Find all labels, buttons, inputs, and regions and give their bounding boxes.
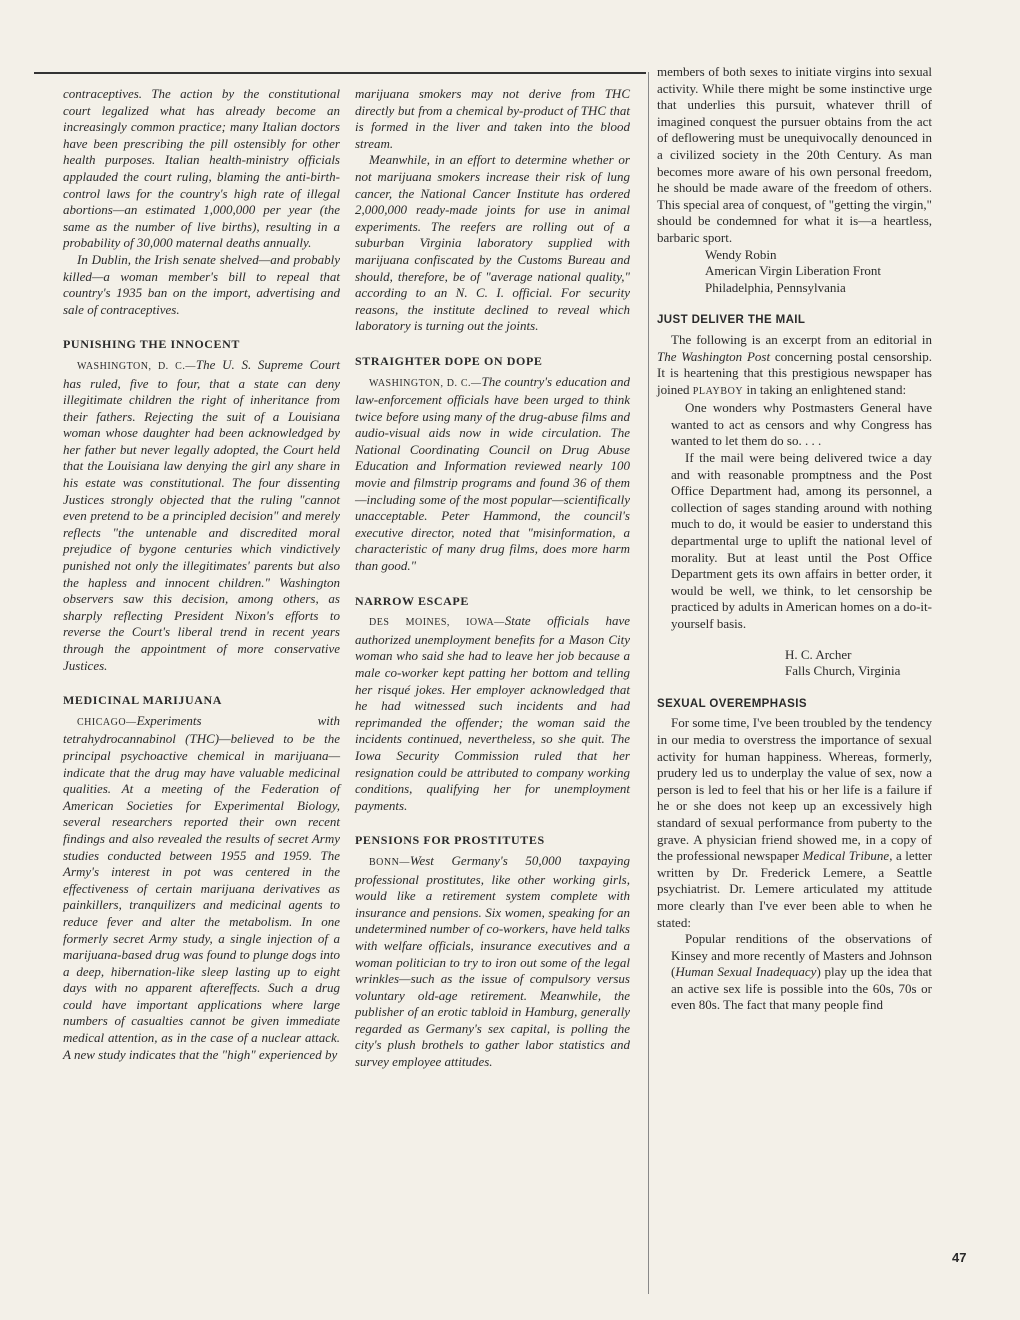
section-heading-punishing: PUNISHING THE INNOCENT <box>63 337 241 352</box>
column-left <box>63 86 340 1063</box>
signature-place: Falls Church, Virginia <box>785 663 901 679</box>
column-right <box>657 64 932 1014</box>
quoted-paragraph: One wonders why Postmasters General have wanted to act as censors and why Congress has wanted to let them do so. . . . <box>671 400 932 449</box>
section-heading-straighter: STRAIGHTER DOPE ON DOPE <box>355 353 543 368</box>
letter-signature <box>785 647 932 680</box>
section-heading-mail: JUST DELIVER THE MAIL <box>657 314 806 327</box>
letter-paragraph: For some time, I've been troubled by the tendency in our media to overstress the importance of sexual activity for human happiness. Whereas, formerly, prudery led us to underplay the value of sex, now a person is led to feel that his or her life is a failure if he or she does not keep up an excessively high standard of sexual performance from puberty to the grave. A physician friend showed me, in a copy of the professional newspaper Medical Tribune, a letter written by Dr. Frederick Lemere, a Seattle psychiatrist. Dr. Lemere articulated my attitude more clearly than I've ever been able to when he stated: <box>657 715 933 930</box>
dateline: CHICAGO— <box>77 716 137 728</box>
article-paragraph: contraceptives. The action by the constitutional court legalized what has already become an increasingly common practice; many Italian doctors have been prescribing the pill ostensibly for other health purposes. Italian health-ministry officials applauded the court ruling, blaming the anti-birth-control laws for the country's high rate of illegal abortions—an estimated 1,000,000 per year (the same as the number of live births), resulting in a probability of 30,000 maternal deaths annually. <box>63 86 340 251</box>
article-paragraph: marijuana smokers may not derive from THC directly but from a chemical by-product of THC that is formed in the liver and taken into the blood stream. <box>355 86 630 151</box>
article-paragraph: In Dublin, the Irish senate shelved—and probably killed—a woman member's bill to repeal that country's 1935 ban on the import, advertising and sale of contraceptives. <box>63 251 340 317</box>
dateline: BONN— <box>369 856 410 868</box>
quoted-paragraph: Popular renditions of the observations of Kinsey and more recently of Masters and Johnson (Human Sexual Inadequacy) play up the idea that an active sex life is possible into the 60s, 70s or even 80s. The fact that many people find <box>671 931 932 1013</box>
article-paragraph: CHICAGO—Experiments with tetrahydrocannabinol (THC)—believed to be the principal psychoactive chemical in marijuana—indicate that the drug may have valuable medicinal qualities. At a meeting of the Federation of American Societies for Experimental Biology, several researchers reported their own recent findings and also revealed the results of secret Army studies conducted between 1955 and 1959. The Army's interest in pot was centered in the effectiveness of certain marijuana derivatives as painkillers, tranquilizers and medicinal agents to reduce fever and alter the metabolism. In one formerly secret Army study, a single injection of a marijuana-based drug was found to plunge dogs into a deep, hibernation-like sleep lasting up to eight days with no apparent aftereffects. Such a drug could have important applications where large numbers of casualties cannot be given immediate medical attention, as in the case of a nuclear attack. A new study indicates that the "high" experienced by <box>63 712 340 1062</box>
quoted-paragraph: If the mail were being delivered twice a day and with reasonable promptness and the Post Office Department had, among its personnel, a collection of sages standing around with nothing much to do, it would be easier to understand this departmental urge to uplift the national level of morality. But at least until the Post Office Department gets its own affairs in better order, it would be well, we think, to let censorship be practiced by adults in American homes on a do-it-yourself basis. <box>671 450 932 631</box>
section-heading-overemphasis: SEXUAL OVEREMPHASIS <box>657 697 807 710</box>
section-heading-pensions: PENSIONS FOR PROSTITUTES <box>355 833 545 848</box>
letter-paragraph: The following is an excerpt from an editorial in The Washington Post concerning postal censorship. It is heartening that this prestigious newspaper has joined PLAYBOY in taking an enlightened stand: <box>657 331 933 397</box>
article-paragraph: WASHINGTON, D. C.—The U. S. Supreme Court has ruled, five to four, that a state can deny illegitimate children the right of inheritance from their fathers. Rejecting the suit of a Louisiana woman whose daughter had been acknowledged by her father but never legally adopted, the Court held that the Louisiana law denying the girl any share in his estate was constitutional. The four dissenting Justices strongly objected that the ruling "cannot even pretend to be a principled decision" and merely reflects "the untenable and discredited moral prejudice of bygone centuries which vindictively punished not only the illegitimates' parents but also the hapless and innocent children." Washington observers saw this decision, among others, as sharply reflecting President Nixon's efforts to reverse the Court's liberal trend in recent years through the appointment of more conservative Justices. <box>63 356 340 673</box>
column-divider <box>648 72 649 1294</box>
article-paragraph: WASHINGTON, D. C.—The country's education and law-enforcement officials have been urged to think twice before using many of the drug-abuse films and audio-visual aids now in wide circulation. The National Coordinating Council on Drug Abuse Education and Information reviewed nearly 100 movie and filmstrip programs and found 36 of them—including some of the most popular—scientifically unacceptable. Peter Hammond, the council's executive director, noted that "misinformation, a characteristic of many drug films, does more harm than good." <box>355 373 630 574</box>
letter-signature <box>705 247 932 297</box>
signature-place: Philadelphia, Pennsylvania <box>705 279 846 295</box>
letter-paragraph: members of both sexes to initiate virgins into sexual activity. While there might be some instinctive urge that underlies this pursuit, whatever thrill of imagined conquest the pursuer obtains from the act of deflowering must be unequivocally denounced in a civilized society in the 20th Century. As man becomes more aware of his own personal freedom, he should be made aware of the freedom of others. This special area of conquest, of "getting the virgin," should be condemned for what it is—a heartless, barbaric sport. <box>657 64 932 245</box>
section-heading-narrow: NARROW ESCAPE <box>355 593 469 608</box>
article-paragraph: DES MOINES, IOWA—State officials have authorized unemployment benefits for a Mason City woman who said she had to leave her job because a male co-worker kept patting her bottom and telling her risqué jokes. Her employer acknowledged that he had witnessed such incidents and had reprimanded the offender; the woman said the incidents continued, nevertheless, so she quit. The Iowa Security Commission ruled that her resignation could be attributed to company working conditions, qualifying her for unemployment payments. <box>355 613 630 813</box>
article-paragraph: Meanwhile, in an effort to determine whether or not marijuana smokers increase their risk of lung cancer, the National Cancer Institute has ordered 2,000,000 ready-made joints for use in animal experiments. The reefers are rolling out of a suburban Virginia laboratory supplied with marijuana confiscated by the Customs Bureau and should, therefore, be of "average national quality," according to an N. C. I. official. For security reasons, the institute declined to reveal which laboratory is turning out the joints. <box>355 152 630 334</box>
signature-org: American Virgin Liberation Front <box>705 263 882 279</box>
dateline: WASHINGTON, D. C.— <box>77 360 196 372</box>
dateline: DES MOINES, IOWA— <box>369 617 505 629</box>
top-rule <box>34 72 646 74</box>
section-heading-medicinal: MEDICINAL MARIJUANA <box>63 693 223 708</box>
column-middle <box>355 86 630 1071</box>
signature-name: Wendy Robin <box>705 246 777 262</box>
signature-name: H. C. Archer <box>785 646 852 662</box>
page-number: 47 <box>952 1250 967 1265</box>
dateline: WASHINGTON, D. C.— <box>369 377 482 389</box>
article-paragraph: BONN—West Germany's 50,000 taxpaying professional prostitutes, like other working girls, would like a retirement system complete with insurance and pensions. Six women, speaking for an undetermined number of co-workers, have held talks with welfare officials, insurance executives and a woman politician to try to iron out some of the legal wrinkles—such as the issue of compulsory versus voluntary old-age retirement. Meanwhile, the publisher of an erotic tabloid in Hamburg, generally regarded as Germany's sex capital, is polling the city's plush brothels to gather labor statistics and survey employee attitudes. <box>355 852 630 1070</box>
